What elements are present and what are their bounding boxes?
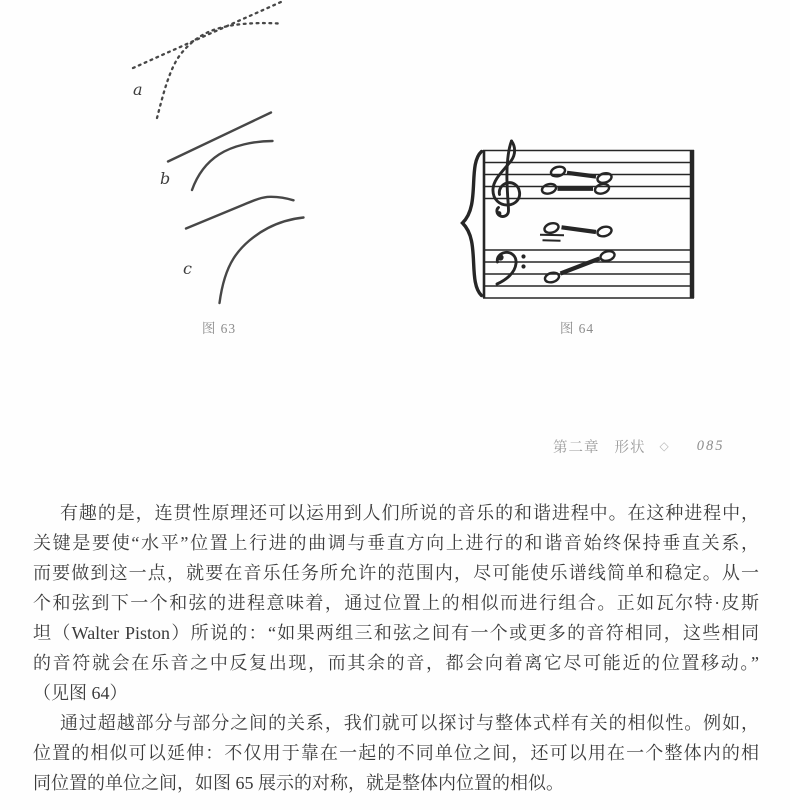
note [550,165,566,178]
brace-icon [463,152,482,296]
body-line: 坦（Walter Piston）所说的：“如果两组三和弦之间有一个或更多的音符相同，这些相同 [33,623,759,643]
voice-connector [562,227,597,232]
body-line: 的音符就会在乐音之中反复出现，而其余的音，都会向着离它尽可能近的位置移动。” [33,653,759,673]
treble-clef-icon [493,141,520,216]
dotted-curve-a [157,23,279,118]
section-title: 形状 [614,440,646,456]
note [594,182,610,195]
note [543,222,559,235]
body-line: 有趣的是，连贯性原理还可以运用到人们所说的音乐的和谐进程中。在这种进程中， [60,503,759,523]
note [544,271,560,284]
notes-middle-voice [540,222,613,241]
figure-63-label-a: a [133,80,143,99]
curve-c [220,218,304,304]
diamond-ornament-icon: ◇ [659,439,670,453]
body-line: （见图 64） [33,683,128,703]
notes-treble-upper [550,165,613,184]
note [541,182,557,195]
running-header [553,436,724,457]
body-line: 同位置的单位之间，如图 65 展示的对称，就是整体内位置的相似。 [33,773,564,793]
bass-clef-icon [497,252,526,284]
note [599,250,615,263]
dotted-line-a [133,2,281,68]
body-line: 个和弦到下一个和弦的进程意味着，通过位置上的相似而进行组合。正如瓦尔特·皮斯 [33,593,759,613]
body-line: 位置的相似可以延伸：不仅用于靠在一起的不同单位之间，还可以用在一个整体内的相 [33,743,759,763]
body-line: 通过超越部分与部分之间的关系，我们就可以探讨与整体式样有关的相似性。例如， [60,713,759,733]
body-line: 而要做到这一点，就要在音乐任务所允许的范围内，尽可能使乐谱线简单和稳定。从一 [33,563,759,583]
voice-connector [567,173,596,177]
voice-connector [561,259,600,274]
figure-64-caption: 图 64 [559,321,595,336]
note [596,225,612,238]
notes-bass-voice [544,250,616,284]
figure-63-caption: 图 63 [201,321,237,336]
chapter-title: 第二章 [553,440,600,456]
note [596,172,612,185]
figure-63-label-c: c [183,259,192,278]
figure-63-label-b: b [160,169,171,188]
page-number: 085 [696,438,725,454]
body-line: 关键是要使“水平”位置上行进的曲调与垂直方向上进行的和谐音始终保持垂直关系， [33,533,759,553]
notes-treble-lower [541,182,610,195]
curve-b [192,141,273,190]
body-text [33,498,759,798]
figure-63-drawing [115,0,325,312]
figure-64-grand-staff [455,130,703,308]
